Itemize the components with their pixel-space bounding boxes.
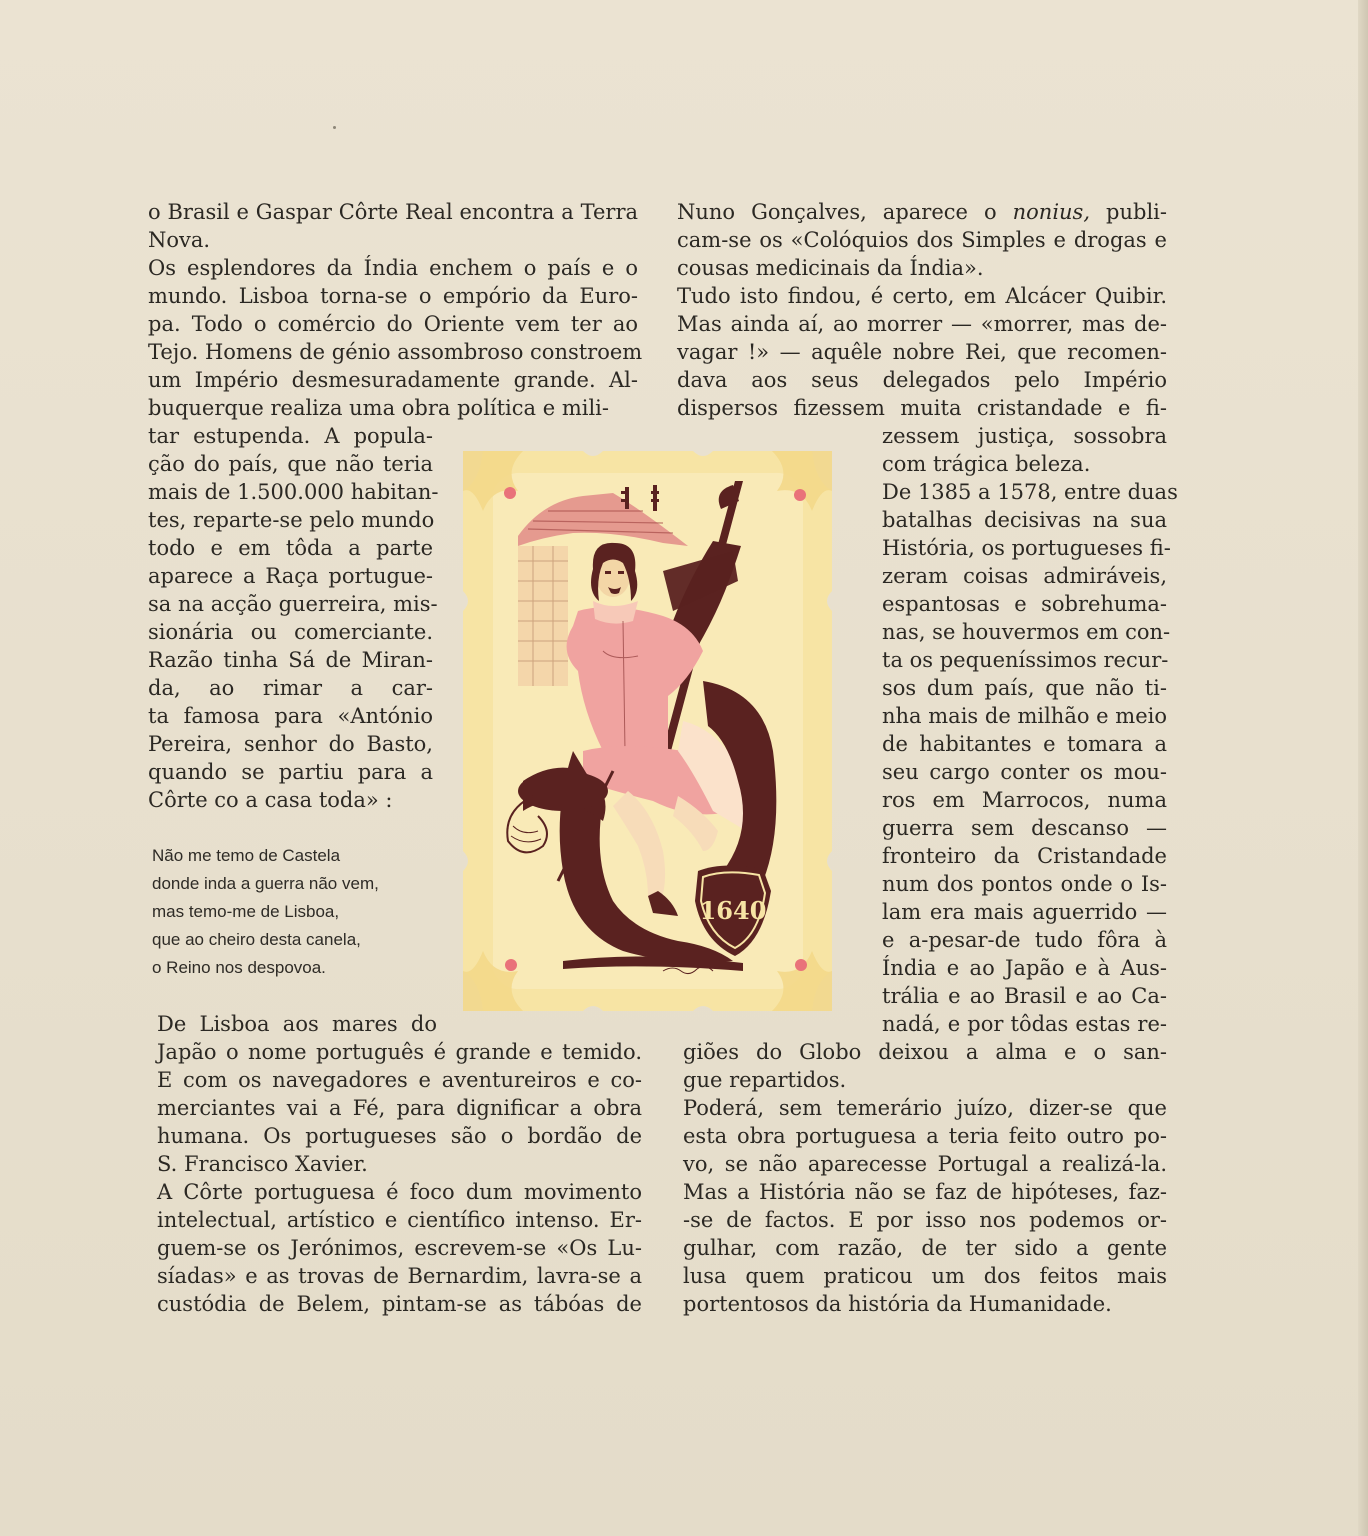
- verse-line: Não me temo de Castela: [152, 846, 341, 865]
- text-line: e a-pesar-de tudo fôra à: [882, 928, 1167, 952]
- text-line: vo, se não aparecesse Portugal a realizá-la.: [683, 1152, 1167, 1176]
- text-line: A Côrte portuguesa é foco dum movimento: [157, 1180, 642, 1204]
- verse-line: o Reino nos despovoa.: [152, 958, 326, 977]
- text-line: gulhar, com razão, de ter sido a gente: [683, 1236, 1167, 1260]
- text-line: intelectual, artístico e científico intenso. Er-: [157, 1208, 642, 1232]
- text-line: E com os navegadores e aventureiros e co-: [157, 1068, 642, 1092]
- text-line: dava aos seus delegados pelo Império: [677, 368, 1167, 392]
- text-line: História, os portugueses fi-: [882, 536, 1171, 560]
- text-line: ta famosa para «António: [148, 704, 433, 728]
- text-line: todo e em tôda a parte: [148, 536, 433, 560]
- text-line: Mas ainda aí, ao morrer — «morrer, mas de-: [677, 312, 1167, 336]
- text-line: com trágica beleza.: [882, 452, 1091, 476]
- text-line: Japão o nome português é grande e temido.: [157, 1040, 642, 1064]
- text-line: o Brasil e Gaspar Côrte Real encontra a Terra: [148, 200, 638, 224]
- text-line: batalhas decisivas na sua: [882, 508, 1167, 532]
- text-line: lusa quem praticou um dos feitos mais: [683, 1264, 1167, 1288]
- verse-line: donde inda a guerra não vem,: [152, 874, 379, 893]
- text-line: Razão tinha Sá de Miran-: [148, 648, 433, 672]
- text-line: nadá, e por tôdas estas re-: [882, 1012, 1167, 1036]
- text-line: de habitantes e tomara a: [882, 732, 1167, 756]
- text-line: buquerque realiza uma obra política e mili-: [148, 396, 609, 420]
- text-line: cousas medicinais da Índia».: [677, 256, 984, 280]
- shield-date: 1640: [699, 896, 767, 925]
- text-line: Poderá, sem temerário juízo, dizer-se que: [683, 1096, 1167, 1120]
- text-line: Os esplendores da Índia enchem o país e o: [148, 256, 638, 280]
- text-line: lam era mais aguerrido —: [882, 900, 1167, 924]
- text-line: vagar !» — aquêle nobre Rei, que recomen-: [677, 340, 1167, 364]
- text-line: nas, se houvermos em con-: [882, 620, 1171, 644]
- frame-dot: [505, 959, 517, 971]
- text-line: De Lisboa aos mares do: [157, 1012, 437, 1036]
- text-line: guerra sem descanso —: [882, 816, 1167, 840]
- text-line: giões do Globo deixou a alma e o san-: [683, 1040, 1167, 1064]
- text-line: sos dum país, que não ti-: [882, 676, 1167, 700]
- text-line: aparece a Raça portugue-: [148, 564, 433, 588]
- verse-line: mas temo-me de Lisboa,: [152, 902, 340, 921]
- text-line: cam-se os «Colóquios dos Simples e drogas e: [677, 228, 1167, 252]
- text-line: síadas» e as trovas de Bernardim, lavra-se a: [157, 1264, 642, 1288]
- text-line: sa na acção guerreira, mis-: [148, 592, 438, 616]
- text-line: humana. Os portugueses são o bordão de: [157, 1124, 642, 1148]
- text-line: tes, reparte-se pelo mundo: [148, 508, 435, 532]
- text-line: guem-se os Jerónimos, escrevem-se «Os Lu-: [157, 1236, 642, 1260]
- text-line: dispersos fizessem muita cristandade e fi-: [677, 396, 1167, 420]
- text-line: mundo. Lisboa torna-se o empório da Euro-: [148, 284, 638, 308]
- text-line: ros em Marrocos, numa: [882, 788, 1167, 812]
- text-line: zessem justiça, sossobra: [882, 424, 1167, 448]
- text-line: Côrte co a casa toda» :: [148, 788, 393, 812]
- text-line: S. Francisco Xavier.: [157, 1152, 368, 1176]
- text-line: quando se partiu para a: [148, 760, 433, 784]
- text-line: fronteiro da Cristandade: [882, 844, 1167, 868]
- text-line: Tudo isto findou, é certo, em Alcácer Quibir.: [677, 284, 1167, 308]
- text-line: gue repartidos.: [683, 1068, 847, 1092]
- text-line: merciantes vai a Fé, para dignificar a obra: [157, 1096, 642, 1120]
- frame-dot: [504, 487, 516, 499]
- text-line: um Império desmesuradamente grande. Al-: [148, 368, 638, 392]
- text-line: esta obra portuguesa a teria feito outro po-: [683, 1124, 1167, 1148]
- text-line: num dos pontos onde o Is-: [882, 872, 1167, 896]
- text-line: Nova.: [148, 228, 211, 252]
- text-line: Tejo. Homens de génio assombroso constroem: [148, 340, 643, 364]
- verse-line: que ao cheiro desta canela,: [152, 930, 361, 949]
- text-line: De 1385 a 1578, entre duas: [882, 480, 1178, 504]
- page-edge: [1358, 0, 1368, 1536]
- text-line: seu cargo conter os mou-: [882, 760, 1167, 784]
- illustration-musketeer: [463, 451, 832, 1011]
- text-line: ção do país, que não teria: [148, 452, 433, 476]
- text-line: pa. Todo o comércio do Oriente vem ter ao: [148, 312, 638, 336]
- text-line: Nuno Gonçalves, aparece o nonius, publi-: [677, 200, 1167, 224]
- text-line: mais de 1.500.000 habitan-: [148, 480, 439, 504]
- text-line: portentosos da história da Humanidade.: [683, 1292, 1112, 1316]
- text-line: zeram coisas admiráveis,: [882, 564, 1167, 588]
- text-line: trália e ao Brasil e ao Ca-: [882, 984, 1167, 1008]
- text-line: Índia e ao Japão e à Aus-: [882, 956, 1167, 980]
- frame-dot: [794, 489, 806, 501]
- text-line: sionária ou comerciante.: [148, 620, 433, 644]
- paper-speck: [333, 126, 336, 129]
- frame-dot: [795, 959, 807, 971]
- text-line: tar estupenda. A popula-: [148, 424, 433, 448]
- text-line: -se de factos. E por isso nos podemos or-: [683, 1208, 1167, 1232]
- text-line: custódia de Belem, pintam-se as tábóas de: [157, 1292, 642, 1316]
- text-line: espantosas e sobrehuma-: [882, 592, 1167, 616]
- text-line: da, ao rimar a car-: [148, 676, 433, 700]
- text-line: nha mais de milhão e meio: [882, 704, 1167, 728]
- text-line: Mas a História não se faz de hipóteses, faz-: [683, 1180, 1167, 1204]
- text-line: Pereira, senhor do Basto,: [148, 732, 433, 756]
- text-line: ta os pequeníssimos recur-: [882, 648, 1169, 672]
